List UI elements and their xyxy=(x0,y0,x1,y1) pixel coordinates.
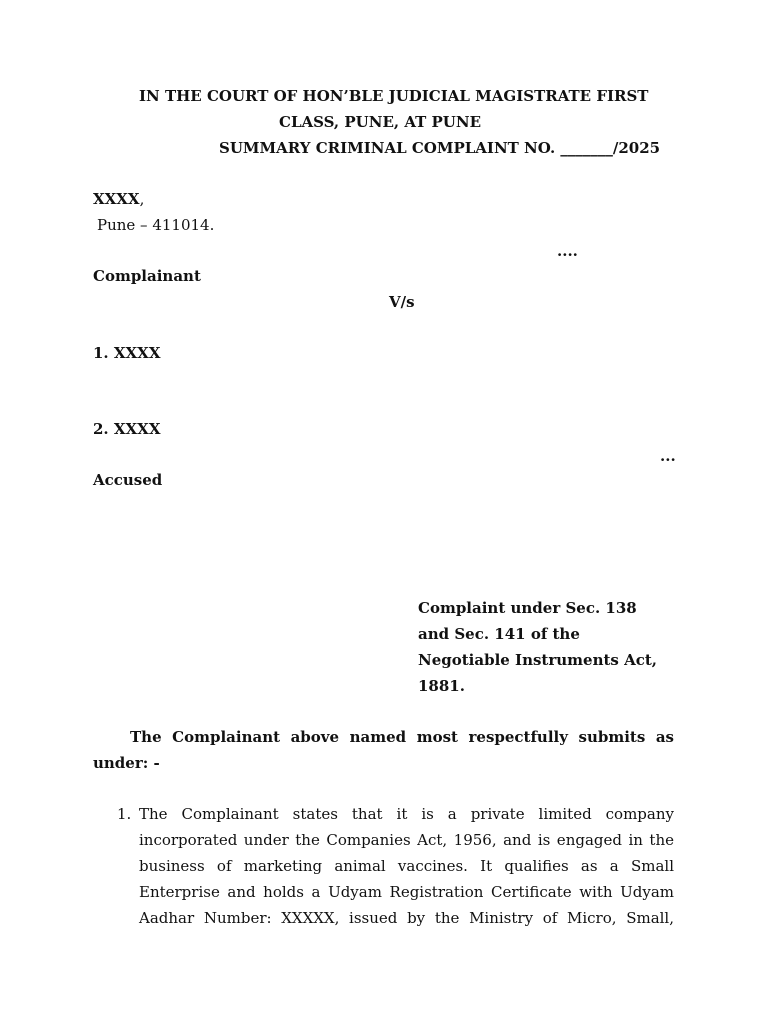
complainant-label: Complainant xyxy=(93,267,201,285)
accused-item-name: XXXX xyxy=(113,420,161,438)
paragraph1-line: The Complainant states that it is a private limited company xyxy=(139,805,674,823)
accused-dots: ... xyxy=(660,447,676,465)
complaint-under-block xyxy=(418,595,688,699)
complainant-name xyxy=(93,189,144,209)
court-heading-line2: CLASS, PUNE, AT PUNE xyxy=(279,113,482,131)
complaint-under-line: and Sec. 141 of the xyxy=(418,625,580,643)
paragraph1-line: incorporated under the Companies Act, 1956, and is engaged in the xyxy=(139,831,674,849)
complaint-under-line: 1881. xyxy=(418,677,465,695)
complainant-dots: .... xyxy=(557,242,578,260)
accused-item-number: 1. xyxy=(93,344,109,362)
intro-line2: under: - xyxy=(93,754,160,772)
paragraph1-line: business of marketing animal vaccines. It qualifies as a Small xyxy=(139,857,674,875)
paragraph1-number: 1. xyxy=(117,805,132,823)
court-heading-line1: IN THE COURT OF HON’BLE JUDICIAL MAGISTRATE FIRST xyxy=(139,87,649,105)
intro-paragraph xyxy=(93,724,674,750)
accused-item xyxy=(93,419,160,439)
complainant-name-suffix: , xyxy=(139,190,145,208)
accused-label: Accused xyxy=(93,471,163,489)
paragraph1-line: Aadhar Number: XXXXX, issued by the Ministry of Micro, Small, xyxy=(139,909,674,927)
complainant-address: Pune – 411014. xyxy=(97,216,215,234)
accused-item-number: 2. xyxy=(93,420,109,438)
accused-item-name: XXXX xyxy=(113,344,161,362)
complaint-under-line: Negotiable Instruments Act, xyxy=(418,651,657,669)
paragraph1-line: Enterprise and holds a Udyam Registration Certificate with Udyam xyxy=(139,883,674,901)
accused-item xyxy=(93,343,160,363)
intro-line1: The Complainant above named most respectfully submits as xyxy=(130,728,674,746)
versus-label: V/s xyxy=(389,293,415,311)
complainant-name-text: XXXX xyxy=(93,190,140,208)
paragraph1-body xyxy=(139,801,674,931)
complaint-under-line: Complaint under Sec. 138 xyxy=(418,599,637,617)
complaint-number-line: SUMMARY CRIMINAL COMPLAINT NO. _______/2025 xyxy=(219,139,661,157)
